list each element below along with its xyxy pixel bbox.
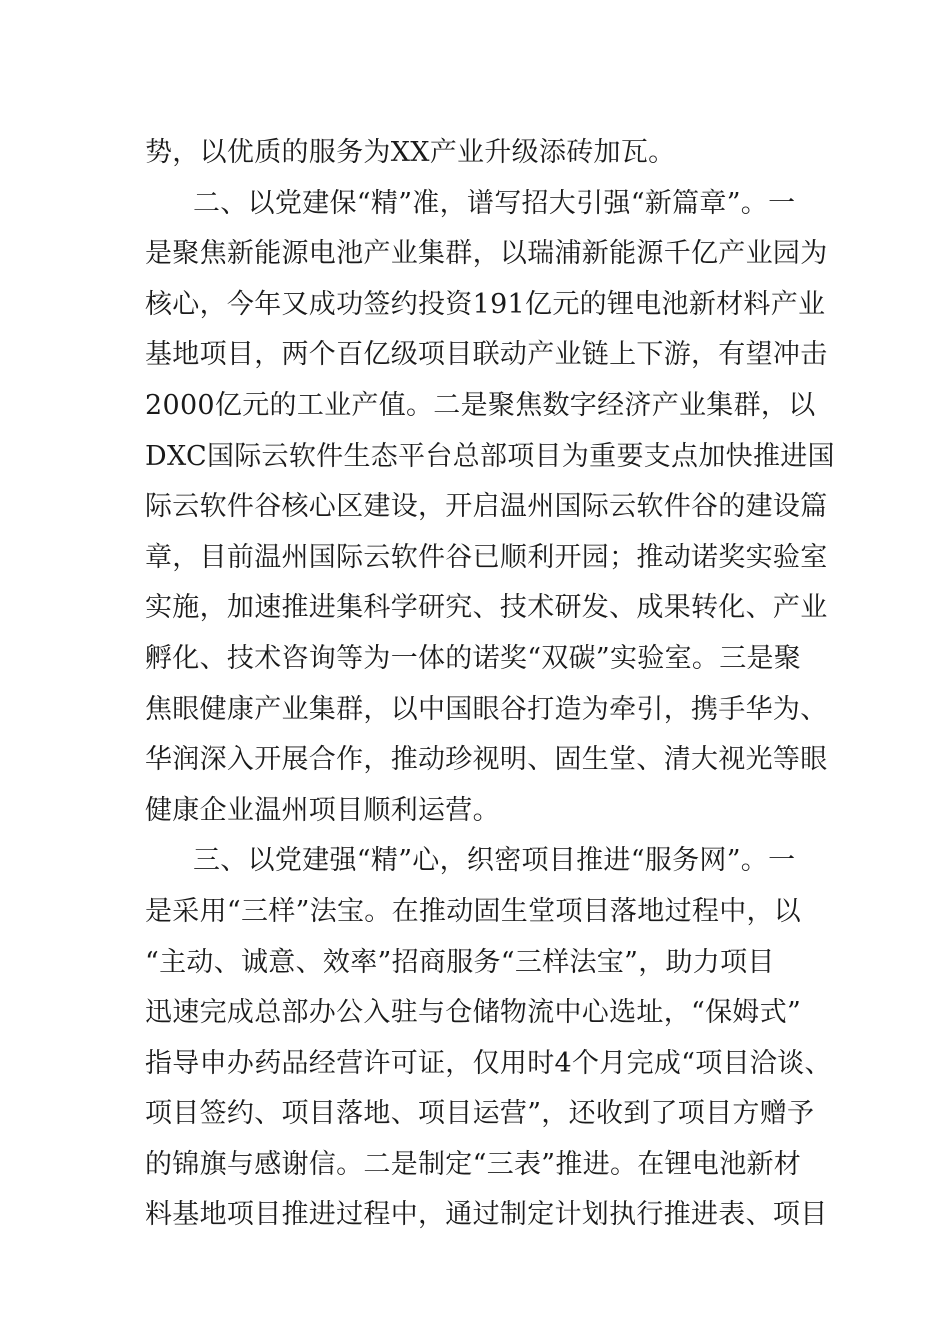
paragraph-start-line: 二、以党建保“精”准，谱写招大引强“新篇章”。一 [193,187,796,219]
text-line: 实施，加速推进集科学研究、技术研发、成果转化、产业 [145,592,828,624]
text-line: 孵化、技术咨询等为一体的诺奖“双碳”实验室。三是聚 [145,642,802,674]
text-line: 是聚焦新能源电池产业集群，以瑞浦新能源千亿产业园为 [145,238,828,270]
text-line: 项目签约、项目落地、项目运营”，还收到了项目方赠予 [145,1098,815,1130]
text-line: 料基地项目推进过程中，通过制定计划执行推进表、项目 [145,1199,828,1231]
text-line: 焦眼健康产业集群，以中国眼谷打造为牵引，携手华为、 [145,693,828,725]
text-line: 势，以优质的服务为XX产业升级添砖加瓦。 [145,137,676,168]
text-line: 健康企业温州项目顺利运营。 [145,794,500,826]
text-line: 是采用“三样”法宝。在推动固生堂项目落地过程中，以 [145,895,802,927]
text-line: 华润深入开展合作，推动珍视明、固生堂、清大视光等眼 [145,744,828,776]
text-line: 指导申办药品经营许可证，仅用时4个月完成“项目洽谈、 [145,1047,832,1079]
paragraph-start-line: 三、以党建强“精”心，织密项目推进“服务网”。一 [193,845,796,877]
text-line: 核心，今年又成功签约投资191亿元的锂电池新材料产业 [145,288,826,320]
text-line: 基地项目，两个百亿级项目联动产业链上下游，有望冲击 [145,339,828,371]
text-line: 2000亿元的工业产值。二是聚焦数字经济产业集群，以 [145,389,816,421]
body-text [145,128,845,1241]
text-line: DXC国际云软件生态平台总部项目为重要支点加快推进国 [145,440,835,472]
text-line: 迅速完成总部办公入驻与仓储物流中心选址，“保姆式” [145,997,802,1029]
text-line: “主动、诚意、效率”招商服务“三样法宝”，助力项目 [145,946,775,978]
text-line: 的锦旗与感谢信。二是制定“三表”推进。在锂电池新材 [145,1148,802,1180]
text-line: 章，目前温州国际云软件谷已顺利开园；推动诺奖实验室 [145,541,828,573]
text-line: 际云软件谷核心区建设，开启温州国际云软件谷的建设篇 [145,491,828,523]
